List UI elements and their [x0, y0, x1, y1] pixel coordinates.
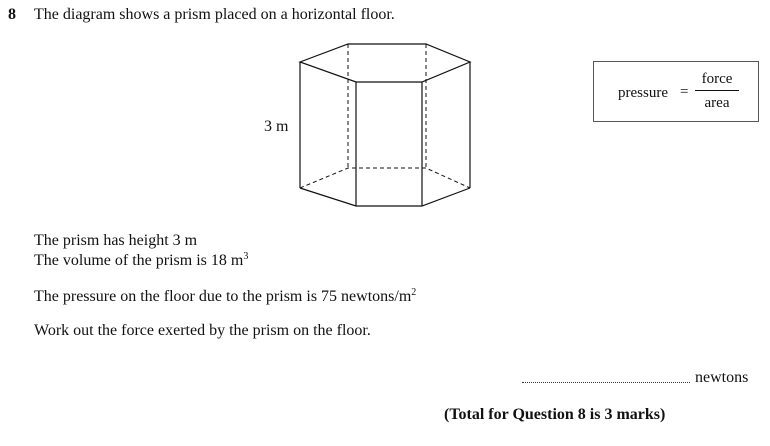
hexagonal-prism-diagram [296, 40, 474, 212]
answer-line[interactable] [522, 370, 690, 383]
height-statement: The prism has height 3 m [34, 232, 198, 249]
formula-fraction [695, 70, 739, 112]
volume-statement [34, 252, 248, 270]
question-number: 8 [8, 6, 16, 23]
prism-bottom-front [300, 188, 470, 206]
volume-text: The volume of the prism is 18 m [34, 252, 244, 269]
volume-exponent: 3 [243, 251, 249, 262]
height-label: 3 m [264, 118, 289, 135]
formula-denominator: area [704, 95, 730, 111]
pressure-statement [34, 288, 416, 306]
total-marks: (Total for Question 8 is 3 marks) [444, 406, 666, 423]
formula-box [593, 61, 759, 122]
fraction-bar [695, 90, 739, 91]
task-statement: Work out the force exerted by the prism on the floor. [34, 322, 371, 339]
pressure-text: The pressure on the floor due to the prism is 75 newtons/m [34, 288, 412, 305]
formula-pressure: pressure [618, 85, 668, 101]
question-text: The diagram shows a prism placed on a horizontal floor. [34, 6, 395, 23]
answer-unit: newtons [695, 369, 749, 386]
prism-top-face [300, 44, 470, 82]
formula-equals: = [680, 84, 689, 100]
prism-hidden-bottom-back [300, 168, 470, 188]
pressure-exponent: 2 [411, 287, 417, 298]
formula-numerator: force [701, 71, 733, 87]
